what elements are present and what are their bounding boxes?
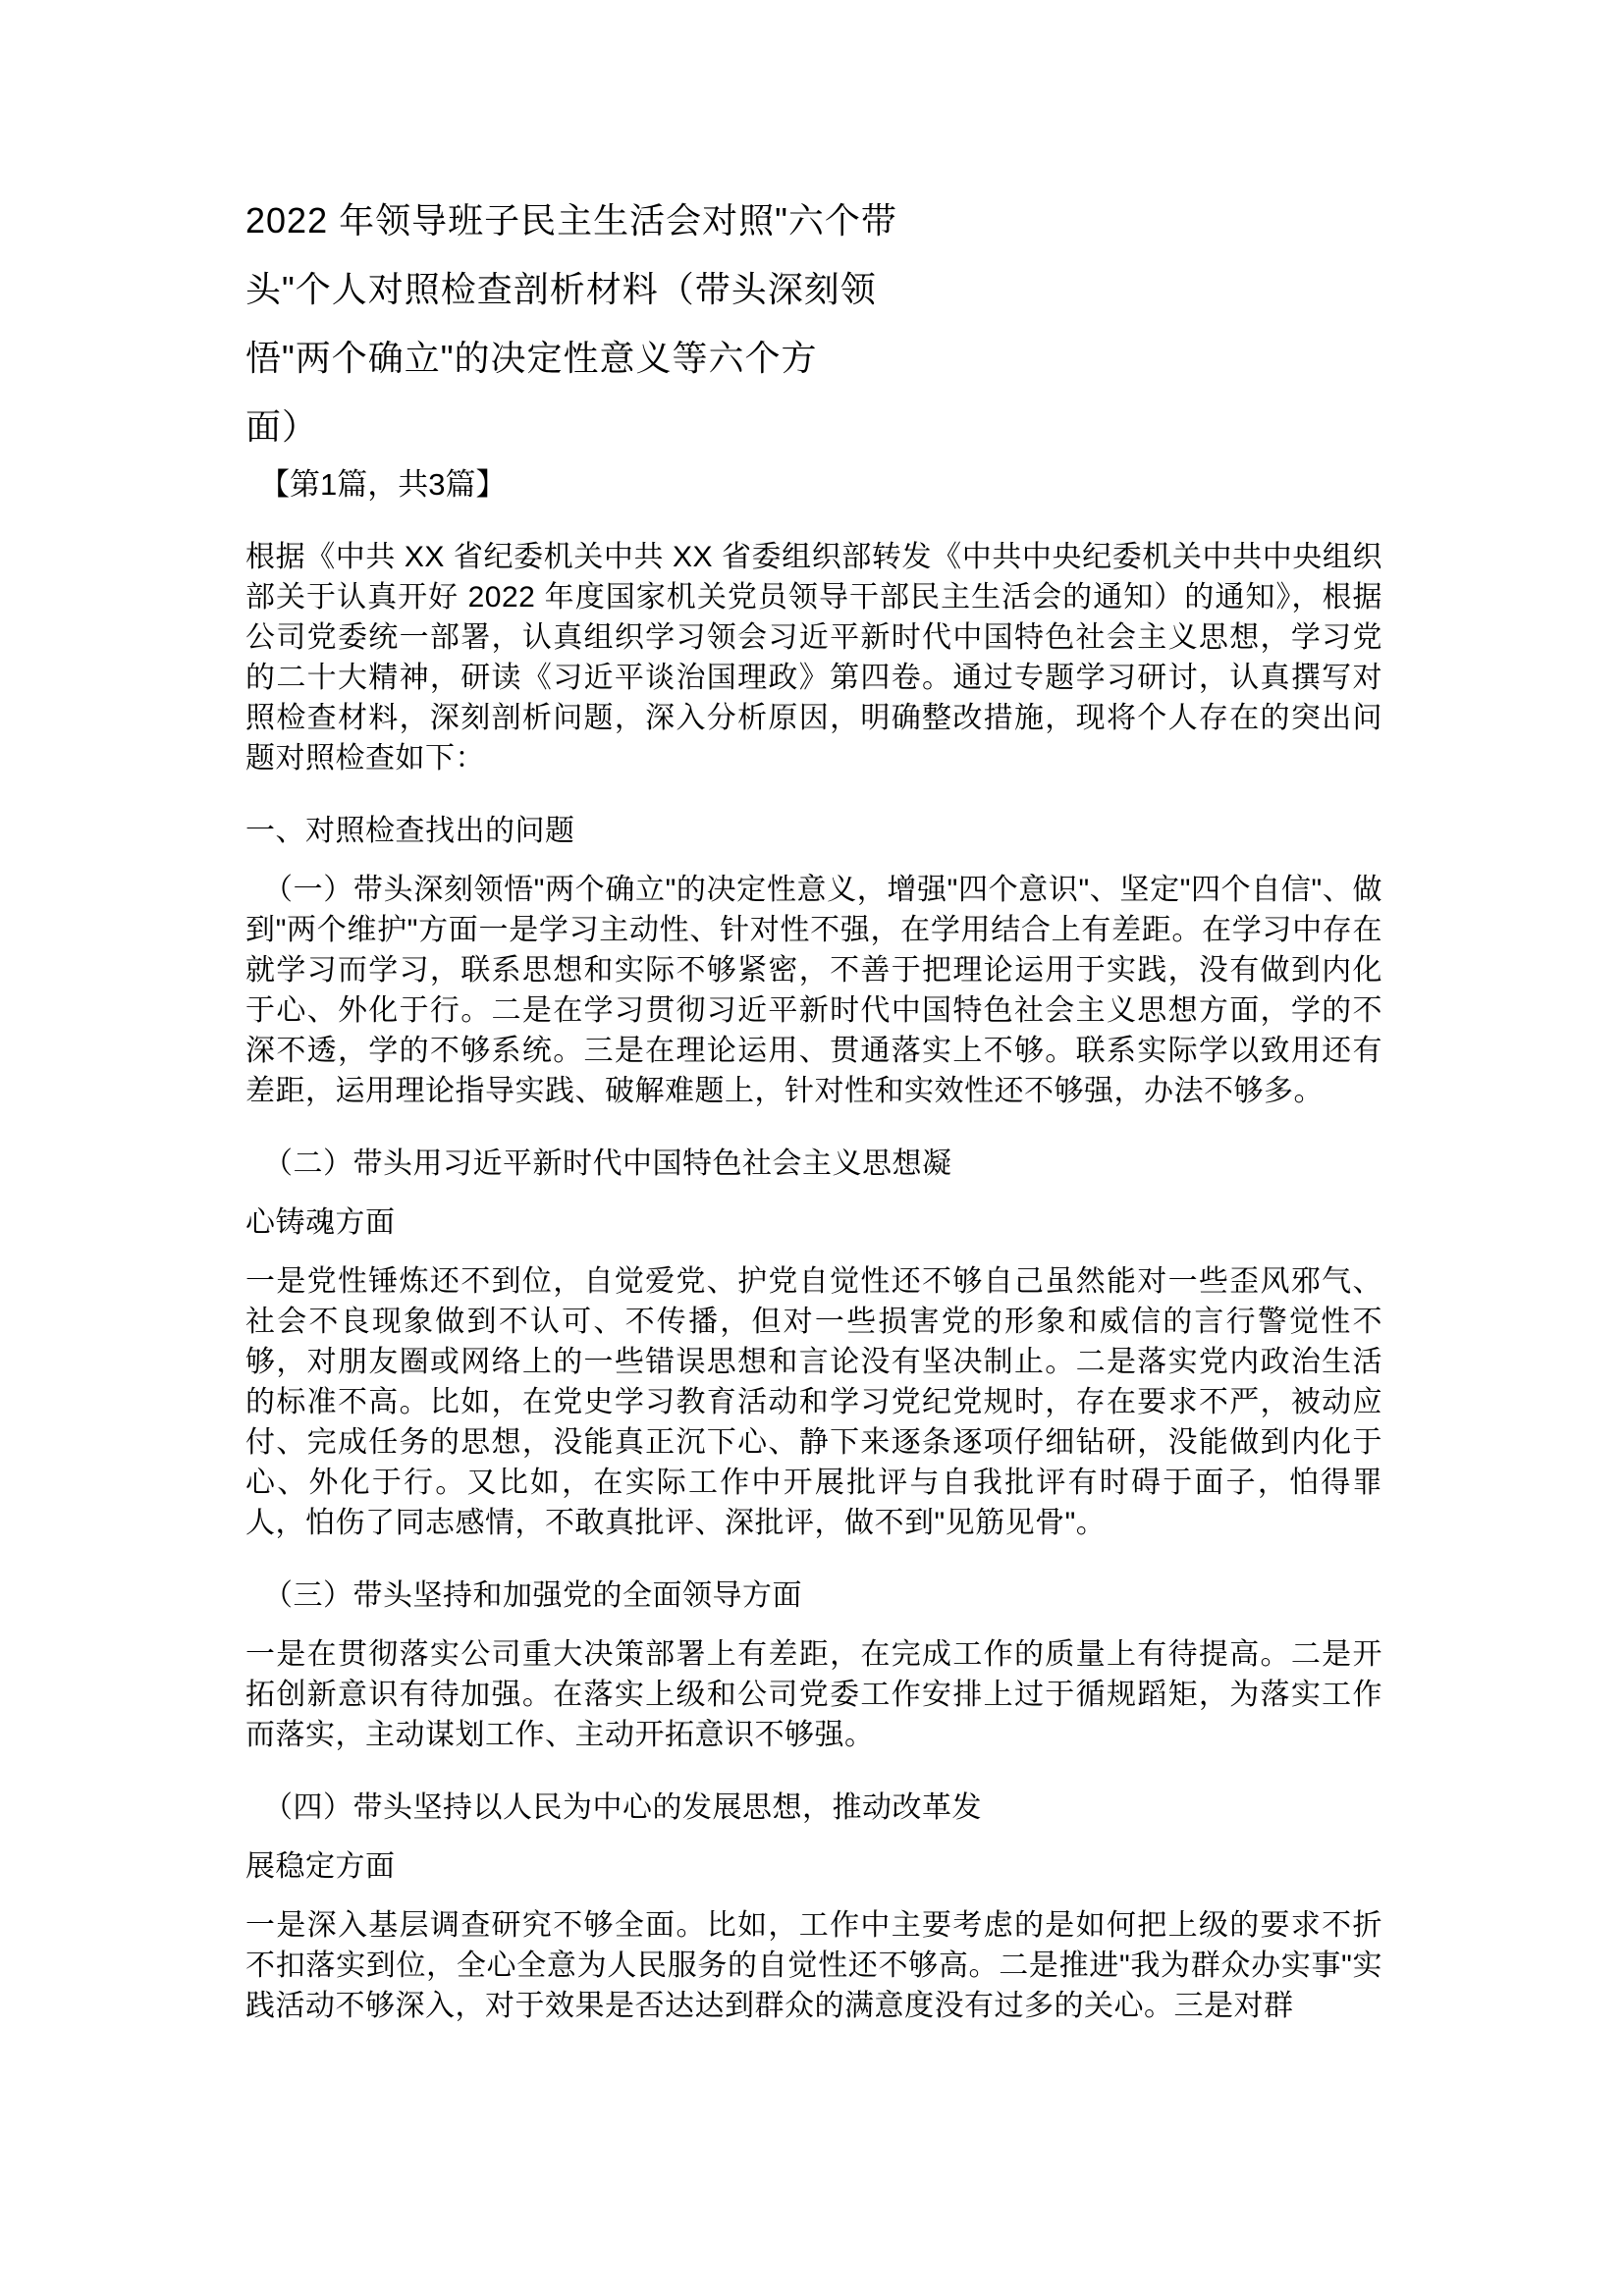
document-title-line-2: 头"个人对照检查剖析材料（带头深刻领 [245,269,877,309]
document-title-line-1: 2022 年领导班子民主生活会对照"六个带 [245,200,897,240]
item-2-heading-line-1: （二）带头用习近平新时代中国特色社会主义思想凝 [263,1148,952,1180]
intro-paragraph: 根据《中共 XX 省纪委机关中共 XX 省委组织部转发《中共中央纪委机关中共中央组织部关于认真开好 2022 年度国家机关党员领导干部民主生活会的通知）的通知》，根据公司党委统一部署，认真组织学习领会习近平新时代中国特色社会主义思想，学习党的二十大精神，研读《习近平谈治国理政》第四卷。通过专题学习研讨，认真撰写对照检查材料，深刻剖析问题，深入分析原因，明确整改措施，现将个人存在的突出问题对照检查如下： [245,541,1382,774]
item-4-paragraph: 一是深入基层调查研究不够全面。比如，工作中主要考虑的是如何把上级的要求不折不扣落实到位，全心全意为人民服务的自觉性还不够高。二是推进"我为群众办实事"实践活动不够深入，对于效果是否达达到群众的满意度没有过多的关心。三是对群 [245,1909,1382,2022]
item-4-heading-line-1: （四）带头坚持以人民为中心的发展思想，推动改革发 [263,1791,982,1824]
part-tag: 【第1篇，共3篇】 [259,467,507,502]
item-4-heading-line-2: 展稳定方面 [245,1850,396,1883]
item-2-heading-line-2: 心铸魂方面 [245,1206,396,1239]
document-title-line-4: 面） [245,406,319,447]
item-1-paragraph: （一）带头深刻领悟"两个确立"的决定性意义，增强"四个意识"、坚定"四个自信"、做到"两个维护"方面一是学习主动性、针对性不强，在学用结合上有差距。在学习中存在就学习而学习，联系思想和实际不够紧密，不善于把理论运用于实践，没有做到内化于心、外化于行。二是在学习贯彻习近平新时代中国特色社会主义思想方面，学的不深不透，学的不够系统。三是在理论运用、贯通落实上不够。联系实际学以致用还有差距，运用理论指导实践、破解难题上，针对性和实效性还不够强，办法不够多。 [245,874,1382,1107]
document-title-line-3: 悟"两个确立"的决定性意义等六个方 [245,338,818,378]
item-2-paragraph: 一是党性锤炼还不到位，自觉爱党、护党自觉性还不够自己虽然能对一些歪风邪气、社会不良现象做到不认可、不传播，但对一些损害党的形象和威信的言行警觉性不够，对朋友圈或网络上的一些错误思想和言论没有坚决制止。二是落实党内政治生活的标准不高。比如，在党史学习教育活动和学习党纪党规时，存在要求不严，被动应付、完成任务的思想，没能真正沉下心、静下来逐条逐项仔细钻研，没能做到内化于心、外化于行。又比如，在实际工作中开展批评与自我批评有时碍于面子，怕得罪人，怕伤了同志感情，不敢真批评、深批评，做不到"见筋见骨"。 [245,1265,1382,1539]
item-3-paragraph: 一是在贯彻落实公司重大决策部署上有差距，在完成工作的质量上有待提高。二是开拓创新意识有待加强。在落实上级和公司党委工作安排上过于循规蹈矩，为落实工作而落实，主动谋划工作、主动开拓意识不够强。 [245,1638,1382,1751]
item-3-heading: （三）带头坚持和加强党的全面领导方面 [263,1579,802,1612]
document-content [245,187,1382,2058]
section-1-heading: 一、对照检查找出的问题 [245,815,575,847]
